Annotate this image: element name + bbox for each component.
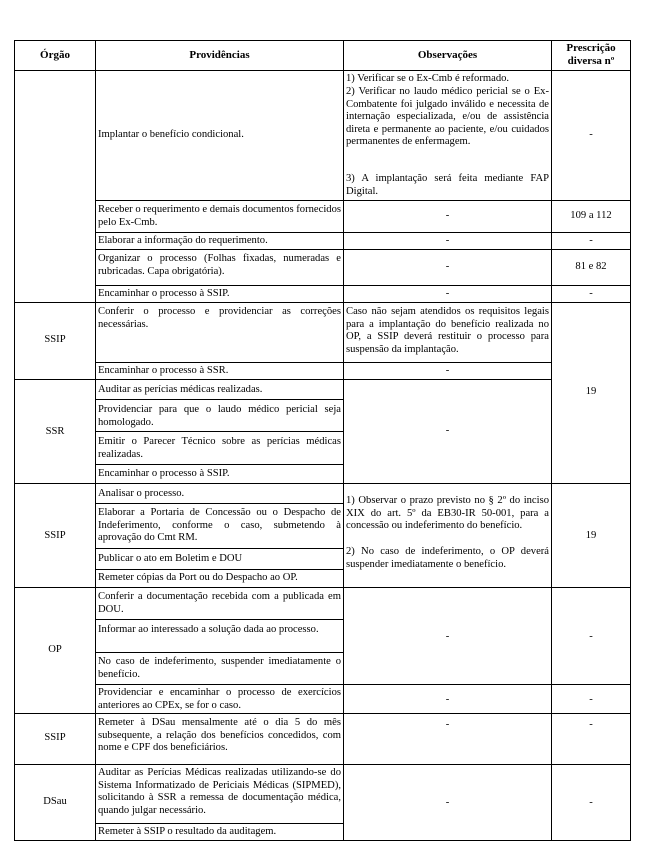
prescricao-cell: 81 e 82 [575, 261, 607, 272]
header-divider [14, 70, 631, 71]
prescricao-cell: - [589, 235, 593, 246]
header-orgao: Órgão [40, 49, 70, 61]
prescricao-cell: 19 [585, 530, 597, 541]
row-divider [343, 362, 552, 363]
providencia-cell: Informar ao interessado a solução dada ao processo. [98, 624, 319, 635]
prescricao-cell: 109 a 112 [570, 210, 612, 221]
row-divider [343, 483, 552, 484]
observacao-cell: - [445, 631, 450, 642]
row-divider [95, 200, 344, 201]
table-border-bottom [14, 840, 631, 841]
row-divider [95, 399, 344, 400]
providencia-cell: Encaminhar o processo à SSIP. [98, 288, 230, 299]
row-divider [95, 483, 344, 484]
row-divider [343, 684, 552, 685]
row-divider [551, 764, 631, 765]
row-divider [95, 379, 344, 380]
row-divider [343, 379, 552, 380]
table-border-left [14, 40, 15, 841]
row-divider [343, 249, 552, 250]
prescricao-cell: 19 [585, 386, 597, 397]
providencia-cell: Providenciar e encaminhar o processo de exercícios anteriores ao CPEx, se for o caso. [98, 687, 341, 711]
providencia-cell: Conferir a documentação recebida com a publicada em DOU. [98, 591, 341, 615]
observacao-cell: - [445, 365, 450, 376]
providencia-cell: Remeter à SSIP o resultado da auditagem. [98, 826, 277, 837]
row-divider [95, 431, 344, 432]
row-divider [95, 249, 344, 250]
row-divider [343, 302, 552, 303]
providencia-cell: Implantar o benefício condicional. [98, 129, 244, 140]
row-divider [551, 249, 631, 250]
providencia-cell: Auditar as Perícias Médicas realizadas utilizando-se do Sistema Informatizado de Periciais Médicas (SIPMED), solicitando à SSR a remessa de documentação médica, quando julgar necessário. [98, 767, 341, 816]
row-divider [95, 569, 344, 570]
header-observacoes: Observações [417, 49, 478, 61]
procedures-table [14, 40, 631, 841]
header-providencias: Providências [189, 49, 250, 61]
observacao-cell: - [445, 719, 450, 730]
row-divider [551, 483, 631, 484]
observacao-cell: - [445, 261, 450, 272]
row-divider [551, 587, 631, 588]
row-divider [95, 823, 344, 824]
group-divider [14, 713, 96, 714]
row-divider [343, 764, 552, 765]
row-divider [551, 200, 631, 201]
providencia-cell: No caso de indeferimento, suspender imediatamente o benefício. [98, 656, 341, 680]
row-divider [95, 652, 344, 653]
providencia-cell: Remeter à DSau mensalmente até o dia 5 do mês subsequente, a relação dos benefícios concedidos, com nome e CPF dos beneficiários. [98, 717, 341, 754]
observacao-cell: 2) No caso de indeferimento, o OP deverá suspender imediatamente o benefício. [346, 546, 549, 570]
observacao-cell: - [445, 210, 450, 221]
row-divider [551, 232, 631, 233]
observacao-cell: 2) Verificar no laudo médico pericial se o Ex-Combatente foi julgado inválido e necessita de internação especializada, e/ou de assistência direta e permanente ao paciente, e/ou cuidados permanentes de enfermagem. [346, 86, 549, 148]
providencia-cell: Remeter cópias da Port ou do Despacho ao OP. [98, 572, 298, 583]
providencia-cell: Encaminhar o processo à SSR. [98, 365, 229, 376]
observacao-cell: - [445, 288, 450, 299]
row-divider [95, 362, 344, 363]
row-divider [551, 684, 631, 685]
providencia-cell: Elaborar a informação do requerimento. [98, 235, 268, 246]
table-border-right [630, 40, 631, 841]
prescricao-cell: - [589, 797, 593, 808]
orgao-cell: DSau [43, 796, 67, 807]
group-divider [14, 379, 96, 380]
providencia-cell: Conferir o processo e providenciar as correções necessárias. [98, 306, 341, 330]
row-divider [95, 232, 344, 233]
row-divider [343, 285, 552, 286]
column-divider [343, 40, 344, 841]
row-divider [95, 587, 344, 588]
prescricao-cell: - [589, 631, 593, 642]
group-divider [14, 302, 96, 303]
row-divider [95, 619, 344, 620]
observacao-cell: 1) Verificar se o Ex-Cmb é reformado. [346, 73, 510, 84]
row-divider [551, 302, 631, 303]
orgao-cell: SSR [45, 426, 65, 437]
row-divider [95, 713, 344, 714]
row-divider [343, 713, 552, 714]
prescricao-cell: - [589, 288, 593, 299]
orgao-cell: SSIP [44, 530, 66, 541]
observacao-cell: 3) A implantação será feita mediante FAP Digital. [346, 173, 549, 197]
providencia-cell: Elaborar a Portaria de Concessão ou o Despacho de Indeferimento, conforme o caso, submetendo à aprovação do Cmt RM. [98, 507, 341, 544]
row-divider [95, 503, 344, 504]
row-divider [95, 302, 344, 303]
group-divider [14, 587, 96, 588]
table-border-top [14, 40, 631, 41]
row-divider [551, 285, 631, 286]
observacao-cell: - [445, 425, 450, 436]
orgao-cell: OP [48, 644, 62, 655]
group-divider [14, 764, 96, 765]
orgao-cell: SSIP [44, 732, 66, 743]
column-divider [95, 40, 96, 841]
column-divider [551, 40, 552, 841]
orgao-cell: SSIP [44, 334, 66, 345]
group-divider [14, 483, 96, 484]
providencia-cell: Emitir o Parecer Técnico sobre as perícias médicas realizadas. [98, 436, 341, 460]
providencia-cell: Analisar o processo. [98, 488, 185, 499]
observacao-cell: Caso não sejam atendidos os requisitos legais para a implantação do benefício realizada no OP, a SSIP deverá restituir o processo para suspensão da implantação. [346, 306, 549, 355]
providencia-cell: Receber o requerimento e demais documentos fornecidos pelo Ex-Cmb. [98, 204, 341, 228]
row-divider [95, 548, 344, 549]
observacao-cell: - [445, 797, 450, 808]
providencia-cell: Publicar o ato em Boletim e DOU [98, 553, 243, 564]
row-divider [551, 713, 631, 714]
prescricao-cell: - [589, 719, 593, 730]
row-divider [343, 232, 552, 233]
row-divider [95, 684, 344, 685]
providencia-cell: Auditar as perícias médicas realizadas. [98, 384, 263, 395]
observacao-cell: - [445, 694, 450, 705]
providencia-cell: Encaminhar o processo à SSIP. [98, 468, 230, 479]
providencia-cell: Organizar o processo (Folhas fixadas, numeradas e rubricadas. Capa obrigatória). [98, 253, 341, 277]
observacao-cell: - [445, 235, 450, 246]
observacao-cell: 1) Observar o prazo previsto no § 2º do inciso XIX do art. 5º da EB30-IR 50-001, para a concessão ou indeferimento do benefício. [346, 495, 549, 532]
row-divider [343, 587, 552, 588]
header-prescricao: Prescrição diversa nº [566, 42, 616, 67]
row-divider [343, 200, 552, 201]
row-divider [95, 764, 344, 765]
providencia-cell: Providenciar para que o laudo médico pericial seja homologado. [98, 404, 341, 428]
row-divider [95, 464, 344, 465]
row-divider [95, 285, 344, 286]
prescricao-cell: - [589, 694, 593, 705]
prescricao-cell: - [589, 129, 593, 140]
